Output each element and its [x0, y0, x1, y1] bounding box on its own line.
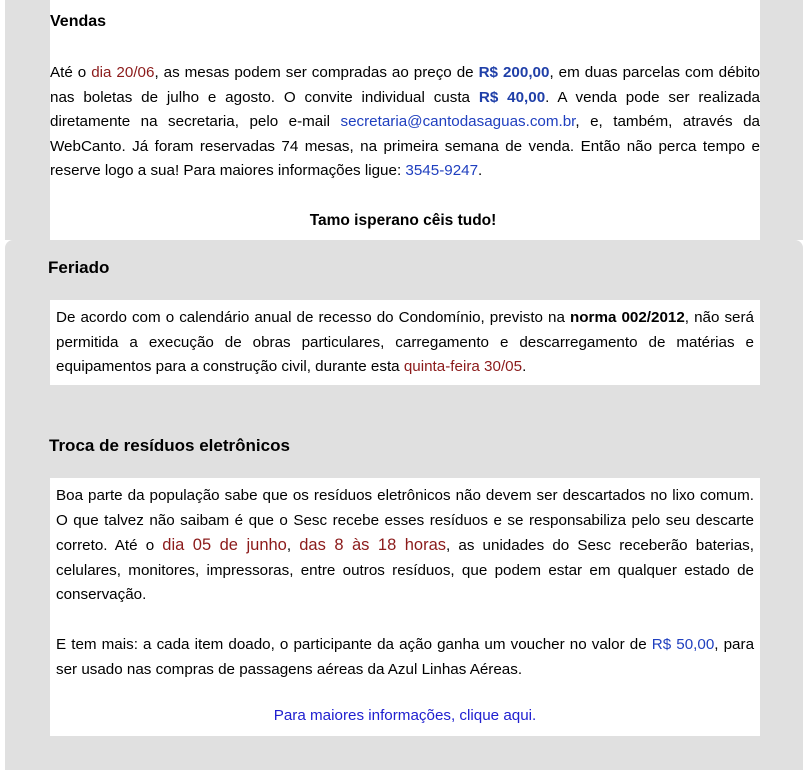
text: , as mesas podem ser compradas ao preço de	[154, 64, 479, 81]
text: ,	[286, 537, 300, 555]
troca-hours: das 8 às 18 horas	[299, 536, 447, 555]
text: .	[522, 358, 527, 376]
vendas-title: Vendas	[50, 13, 107, 30]
voucher-value: R$ 50,00	[651, 636, 715, 653]
table-price: R$ 200,00	[478, 64, 550, 81]
phone-number: 3545-9247	[405, 162, 479, 180]
text: . A venda pode ser realizada diretamente na secretaria, pelo e-mail	[50, 88, 761, 131]
text: .	[478, 162, 483, 180]
left-gutter	[5, 0, 50, 240]
text: Até o	[50, 64, 92, 81]
norma-ref: norma 002/2012	[569, 309, 685, 326]
feriado-box	[50, 300, 760, 385]
email-link[interactable]: secretaria@cantodasaguas.com.br	[340, 113, 576, 131]
vendas-date: dia 20/06	[91, 64, 155, 81]
text: De acordo com o calendário anual de recesso do Condomínio, previsto na	[56, 309, 570, 326]
right-gutter	[760, 0, 803, 240]
text: , as unidades do Sesc receberão baterias, celulares, monitores, impressoras, entre outros resíduos, que podem estar em qualquer estado de conservação.	[56, 537, 754, 604]
vendas-content	[50, 0, 760, 240]
troca-box	[50, 478, 760, 736]
main-panel	[5, 240, 803, 770]
text: , não será permitida a execução de obras particulares, carregamento e descarregamento de matérias e equipamentos para a construção civil, durante esta	[56, 309, 755, 376]
text: , em duas parcelas com débito nas boletas de julho e agosto. O convite individual custa	[50, 64, 761, 106]
vendas-section	[0, 0, 807, 240]
feriado-paragraph	[56, 306, 754, 380]
more-info-link[interactable]: Para maiores informações, clique aqui.	[273, 707, 537, 724]
text: Boa parte da população sabe que os resíduos eletrônicos não devem ser descartados no lixo comum. O que talvez não saibam é que o Sesc recebe esses resíduos e se responsabiliza pelo seu descarte correto. Até o	[56, 487, 754, 555]
text: , para ser usado nas compras de passagens aéreas da Azul Linhas Aéreas.	[56, 636, 755, 678]
troca-paragraph-2	[56, 633, 754, 682]
invite-price: R$ 40,00	[478, 88, 546, 106]
troca-date: dia 05 de junho	[162, 536, 287, 555]
text: E tem mais: a cada item doado, o participante da ação ganha um voucher no valor de	[56, 636, 652, 653]
feriado-date: quinta-feira 30/05	[403, 358, 523, 376]
troca-title: Troca de resíduos eletrônicos	[49, 436, 290, 455]
vendas-paragraph	[50, 61, 760, 184]
text: , e, também, através da WebCanto. Já foram reservadas 74 mesas, na primeira semana de venda. Então não perca tempo e reserve logo a sua! Para maiores informações ligue:	[50, 113, 760, 180]
slogan: Tamo isperano cêis tudo!	[309, 212, 497, 229]
feriado-title: Feriado	[48, 258, 110, 277]
troca-paragraph-1	[56, 484, 754, 608]
